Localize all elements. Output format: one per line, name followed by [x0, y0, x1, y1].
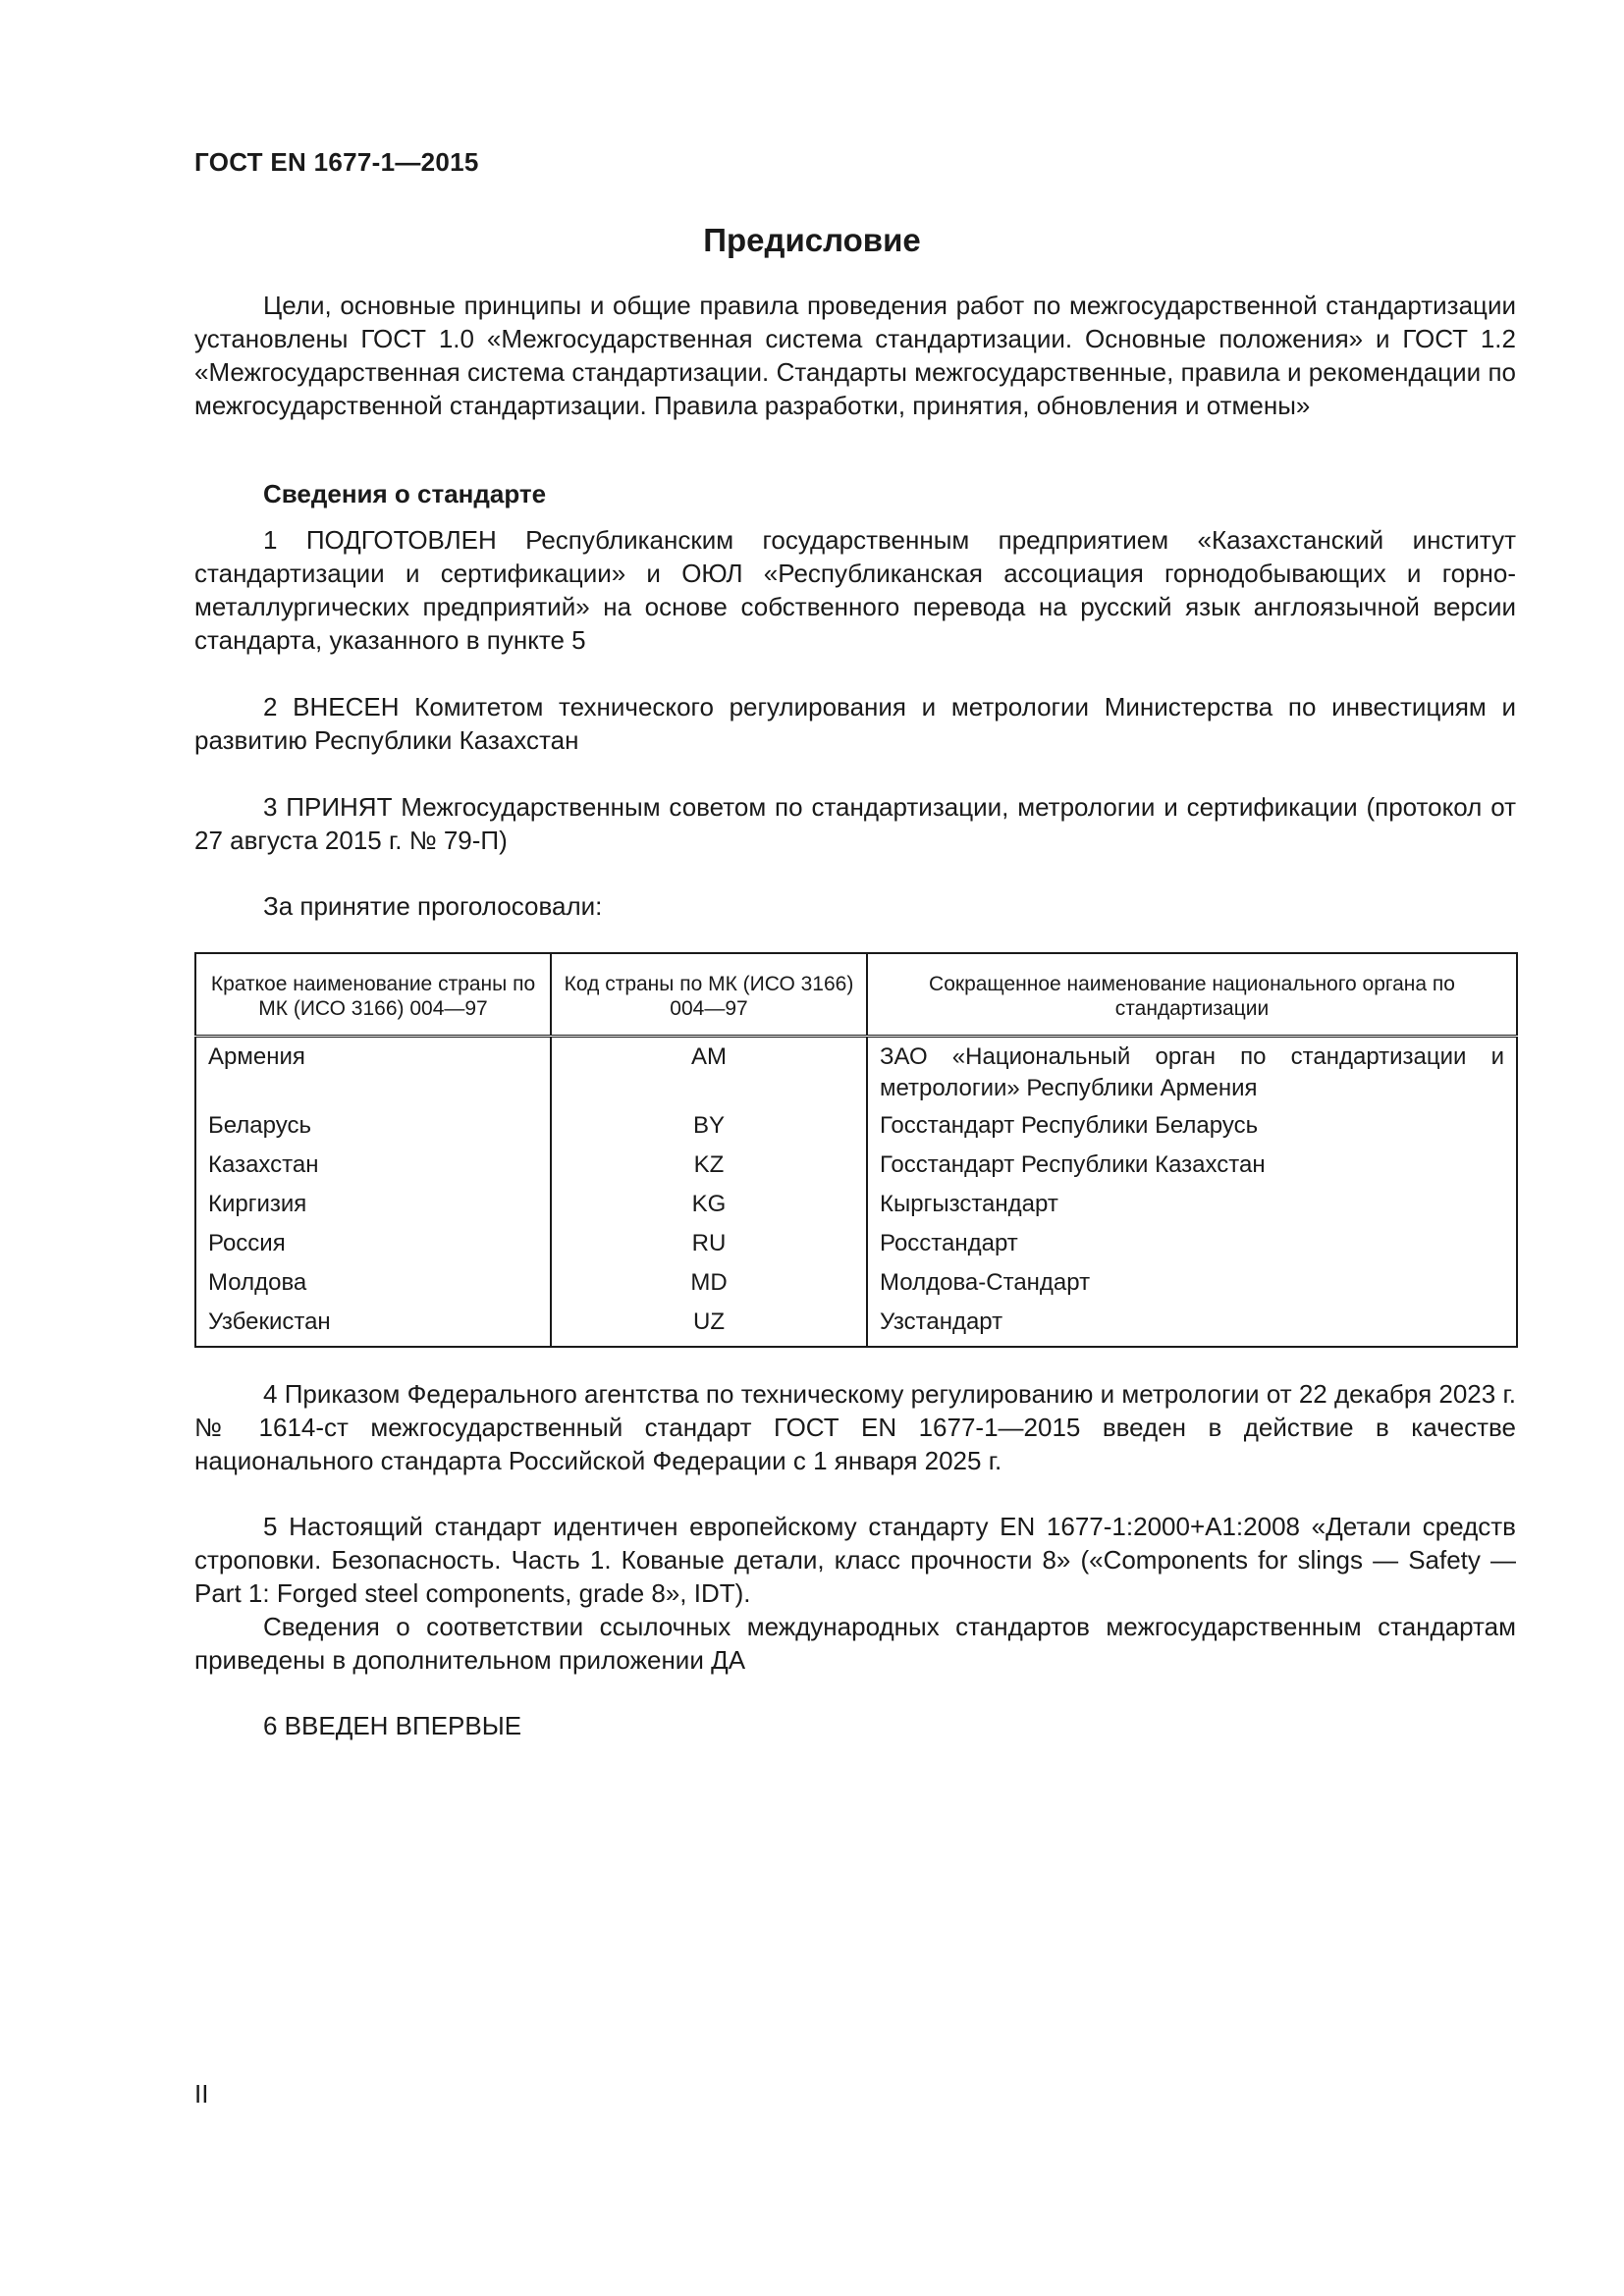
item-6-paragraph: 6 ВВЕДЕН ВПЕРВЫЕ	[263, 1711, 522, 1740]
country-cell: Беларусь	[195, 1110, 551, 1149]
code-cell: KG	[551, 1189, 867, 1228]
org-cell: Госстандарт Республики Беларусь	[867, 1110, 1517, 1149]
org-cell: ЗАО «Национальный орган по стандартизации и метрологии» Республики Армения	[867, 1037, 1517, 1111]
table-row	[195, 1307, 1517, 1347]
country-cell: Молдова	[195, 1267, 551, 1307]
header-org: Сокращенное наименование национального органа по стандартизации	[867, 953, 1517, 1037]
page-title: Предисловие	[703, 222, 921, 258]
table-row	[195, 1267, 1517, 1307]
page-number: II	[194, 2079, 209, 2109]
org-cell: Узстандарт	[867, 1307, 1517, 1347]
item-4-paragraph: 4 Приказом Федерального агентства по техническому регулированию и метрологии от 22 декабря 2023 г. № 1614-ст межгосударственный стандарт ГОСТ EN 1677-1—2015 введен в действие в качестве национального стандарта Российской Федерации с 1 января 2025 г.	[194, 1379, 1516, 1475]
org-cell: Молдова-Стандарт	[867, 1267, 1517, 1307]
country-cell: Казахстан	[195, 1149, 551, 1189]
code-cell: UZ	[551, 1307, 867, 1347]
country-cell: Киргизия	[195, 1189, 551, 1228]
country-cell: Россия	[195, 1228, 551, 1267]
table-header-row	[195, 953, 1517, 1037]
voting-table	[194, 952, 1518, 1348]
voting-intro: За принятие проголосовали:	[263, 891, 603, 921]
intro-paragraph: Цели, основные принципы и общие правила проведения работ по межгосударственной стандартизации установлены ГОСТ 1.0 «Межгосударственная система стандартизации. Основные положения» и ГОСТ 1.2 «Межгосударственная система стандартизации. Стандарты межгосударственные, правила и рекомендации по межгосударственной стандартизации. Правила разработки, принятия, обновления и отмены»	[194, 291, 1516, 420]
item-3-paragraph: 3 ПРИНЯТ Межгосударственным советом по стандартизации, метрологии и сертификации (протокол от 27 августа 2015 г. № 79-П)	[194, 792, 1516, 855]
code-cell: RU	[551, 1228, 867, 1267]
country-cell: Армения	[195, 1037, 551, 1111]
table-row	[195, 1228, 1517, 1267]
header-code: Код страны по МК (ИСО 3166) 004—97	[551, 953, 867, 1037]
table-row	[195, 1110, 1517, 1149]
country-cell: Узбекистан	[195, 1307, 551, 1347]
code-cell: BY	[551, 1110, 867, 1149]
header-country: Краткое наименование страны по МК (ИСО 3166) 004—97	[195, 953, 551, 1037]
table-row	[195, 1189, 1517, 1228]
item-5-paragraph: 5 Настоящий стандарт идентичен европейскому стандарту EN 1677-1:2000+A1:2008 «Детали средств строповки. Безопасность. Часть 1. Кованые детали, класс прочности 8» («Components for slings — Safety — Part 1: Forged steel components, grade 8», IDT).	[194, 1512, 1516, 1608]
org-cell: Росстандарт	[867, 1228, 1517, 1267]
item-5-references-paragraph: Сведения о соответствии ссылочных международных стандартов межгосударственным стандартам приведены в дополнительном приложении ДА	[194, 1612, 1516, 1675]
code-cell: AM	[551, 1037, 867, 1111]
document-code: ГОСТ EN 1677-1—2015	[194, 147, 479, 177]
code-cell: KZ	[551, 1149, 867, 1189]
table-row	[195, 1149, 1517, 1189]
item-1-paragraph: 1 ПОДГОТОВЛЕН Республиканским государственным предприятием «Казахстанский институт стандартизации и сертификации» и ОЮЛ «Республиканская ассоциация горнодобывающих и горно-металлургических предприятий» на основе собственного перевода на русский язык англоязычной версии стандарта, указанного в пункте 5	[194, 525, 1516, 655]
item-2-paragraph: 2 ВНЕСЕН Комитетом технического регулирования и метрологии Министерства по инвестициям и развитию Республики Казахстан	[194, 692, 1516, 755]
code-cell: MD	[551, 1267, 867, 1307]
org-cell: Кыргызстандарт	[867, 1189, 1517, 1228]
table-row	[195, 1037, 1517, 1111]
section-heading: Сведения о стандарте	[263, 479, 547, 508]
org-cell: Госстандарт Республики Казахстан	[867, 1149, 1517, 1189]
